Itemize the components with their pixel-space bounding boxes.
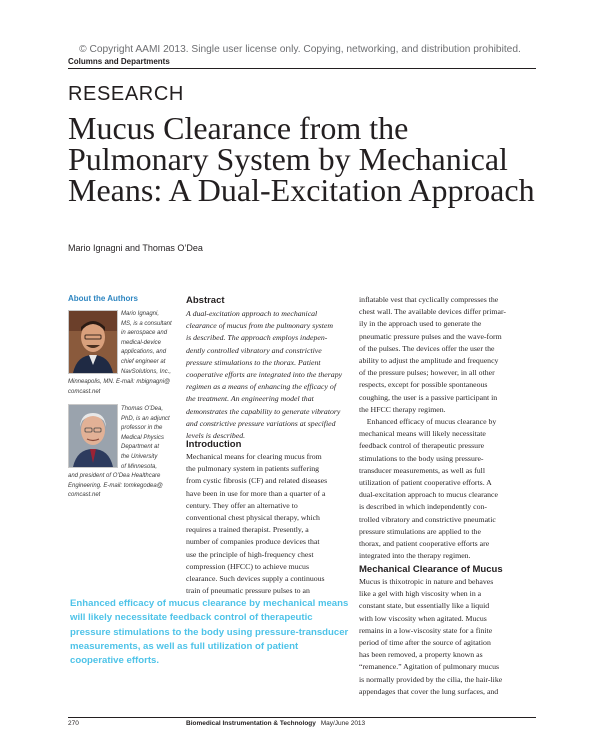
body-line: feedback control of therapeutic pressure: [359, 441, 485, 451]
body-line: utilization of patient cooperative efforts. A: [359, 478, 492, 488]
bio-line: in aerospace and: [121, 330, 168, 337]
title-line: Pulmonary System by Mechanical: [68, 141, 508, 177]
article-kicker: RESEARCH: [68, 83, 184, 105]
body-line: is normally provided by the cilia, the hair-like: [359, 674, 503, 684]
journal-footer: [186, 720, 365, 727]
abstract-line: pressure stimulations to the thorax. Patient: [186, 357, 321, 367]
bio-thomas-odea: [121, 405, 170, 472]
body-line: coughing, the user is a passive participant in: [359, 392, 498, 402]
body-line: inflatable vest that cyclically compresses the: [359, 295, 499, 304]
bio-line: the University: [121, 453, 158, 460]
body-line: remains in a low-viscosity state for a finite: [359, 625, 493, 635]
body-line: with low viscosity when agitated. Mucus: [359, 613, 487, 623]
abstract-line: levels is described.: [186, 431, 246, 441]
abstract-line: demonstrates the capability to generate vibratory: [186, 406, 341, 416]
bio-line: Medical Physics: [121, 434, 165, 441]
body-line: “remanence.” Agitation of pulmonary mucus: [359, 662, 500, 672]
body-line: dual-excitation approach to mucus clearance: [359, 490, 498, 500]
body-line: conventional chest physical therapy, which: [186, 513, 320, 523]
journal-issue: May/June 2013: [320, 720, 366, 727]
bio-line: Minneapolis, MN. E-mail: mbignagni@: [68, 379, 171, 385]
section-label: Columns and Departments: [68, 57, 170, 66]
body-line: ability to adjust the amplitude and frequency: [359, 356, 499, 366]
pull-quote-line: cooperative efforts.: [70, 655, 160, 667]
abstract-line: the treatment. An engineering model that: [186, 394, 314, 404]
body-line: train of pneumatic pressure pulses to an: [186, 586, 310, 596]
body-line: pressure stimulations are applied to the: [359, 526, 481, 536]
body-line: the pulmonary system in patients suffering: [186, 464, 320, 474]
body-line: stimulations to the body using pressure-: [359, 453, 484, 463]
abstract-line: is described. The approach employs indepen-: [186, 333, 328, 343]
body-line: thorax, and patient cooperative efforts are: [359, 539, 490, 549]
bio-line: PhD, is an adjunct: [121, 415, 170, 422]
body-line: appendages that cover the lung surfaces, and: [359, 686, 499, 696]
abstract-line: dently controlled vibratory and constrictive: [186, 345, 322, 355]
abstract-heading: Abstract: [186, 295, 225, 306]
body-line: compression (HFCC) to achieve mucus: [186, 561, 309, 571]
right-column-text: [359, 294, 506, 562]
title-line: Means: A Dual-Excitation Approach: [68, 172, 535, 208]
body-line: pneumatic pressure pulses and the wave-form: [359, 331, 502, 341]
body-line: ily in the approach used to generate the: [359, 319, 482, 329]
abstract-line: clearance of mucus from the pulmonary system: [186, 321, 333, 331]
header-rule: [68, 68, 536, 69]
body-line: period of time after the source of agitation: [359, 638, 491, 648]
bio-line: Mario Ignagni,: [121, 311, 160, 317]
pull-quote-line: pressure stimulations to the body using pressure-transducer: [70, 626, 349, 638]
body-line: like a gel with high viscosity when in a: [359, 589, 482, 599]
bio-line: Thomas O’Dea,: [121, 406, 164, 412]
bio-line: professor in the: [121, 425, 163, 432]
bio-line: comcast.net: [68, 492, 101, 499]
author-photo-mario-ignagni: [68, 310, 118, 374]
body-line: requires a trained therapist. Presently, a: [186, 525, 309, 535]
body-line: respects, except for possible spontaneous: [359, 380, 488, 390]
author-photo-thomas-odea: [68, 404, 118, 468]
bio-line: comcast.net: [68, 388, 101, 395]
abstract-line: A dual-excitation approach to mechanical: [186, 309, 318, 318]
journal-name: Biomedical Instrumentation & Technology: [186, 720, 316, 727]
body-line: of the pressure pulses; however, in all other: [359, 368, 495, 378]
bio-line: applications, and: [121, 349, 167, 356]
body-line: integrated into the therapy regimen.: [359, 551, 471, 561]
introduction-heading: Introduction: [186, 439, 242, 450]
author-line: Mario Ignagni and Thomas O’Dea: [68, 243, 203, 253]
pull-quote-line: Enhanced efficacy of mucus clearance by mechanical means: [70, 598, 349, 609]
page-number: 270: [68, 720, 79, 727]
body-line: Enhanced efficacy of mucus clearance by: [359, 417, 497, 427]
mechanical-clearance-heading: Mechanical Clearance of Mucus: [359, 564, 503, 575]
body-line: from cystic fibrosis (CF) and related diseases: [186, 476, 328, 486]
bio-line: and president of O’Dea Healthcare: [68, 473, 161, 479]
article-title: [68, 110, 538, 208]
title-line: Mucus Clearance from the: [68, 110, 409, 146]
bio-line: medical-device: [121, 339, 162, 346]
bio-line: Department at: [121, 444, 160, 451]
portrait-icon: [69, 405, 117, 467]
body-line: have been in use for more than a quarter of a: [186, 488, 326, 498]
abstract-line: cooperative efforts are integrated into the therapy: [186, 370, 343, 380]
body-line: mechanical means will likely necessitate: [359, 429, 486, 439]
bio-line: MS, is a consultant: [121, 320, 172, 327]
body-line: chest wall. The available devices differ primar-: [359, 307, 506, 317]
pull-quote: [70, 597, 360, 668]
body-line: has been removed, a property known as: [359, 650, 483, 660]
bio-line: NavSolutions, Inc.,: [121, 368, 172, 375]
bio-thomas-odea-cont: [68, 472, 163, 501]
body-line: of the pulses. The devices offer the user the: [359, 343, 495, 353]
body-line: the HFCC therapy regimen.: [359, 404, 446, 414]
body-line: Mucus is thixotropic in nature and behaves: [359, 577, 494, 586]
pull-quote-line: measurements, as well as full utilization of patient: [70, 640, 299, 652]
body-line: Mechanical means for clearing mucus from: [186, 452, 322, 461]
body-line: transducer measurements, as well as full: [359, 465, 486, 475]
copyright-notice: © Copyright AAMI 2013. Single user license only. Copying, networking, and distribution prohibited.: [79, 44, 521, 55]
body-line: constant state, but essentially like a liquid: [359, 601, 490, 611]
body-line: century. They offer an alternative to: [186, 500, 298, 510]
body-line: number of companies produce devices that: [186, 537, 320, 547]
abstract-line: and constrictive pressure variations at specified: [186, 418, 336, 428]
body-line: trolled vibratory and constrictive pneumatic: [359, 514, 496, 524]
about-authors-heading: About the Authors: [68, 294, 138, 303]
abstract-line: regimen as a means of enhancing the efficacy of: [186, 382, 336, 392]
mechanical-clearance-text: [359, 576, 502, 698]
body-line: use the principle of high-frequency chest: [186, 549, 314, 559]
body-line: clearance. Such devices supply a continuous: [186, 574, 325, 584]
bio-line: Engineering. E-mail: tomkegodea@: [68, 482, 163, 489]
body-line: is described in which independently con-: [359, 502, 487, 512]
pull-quote-line: will likely necessitate feedback control of therapeutic: [70, 612, 313, 624]
bio-line: of Minnesota,: [121, 463, 158, 470]
bio-mario-ignagni-cont: [68, 378, 170, 397]
portrait-icon: [69, 311, 117, 373]
abstract-text: [186, 308, 342, 442]
bio-mario-ignagni: [121, 310, 172, 377]
introduction-text: [186, 451, 327, 597]
footer-rule: [68, 717, 536, 718]
bio-line: chief engineer at: [121, 358, 166, 365]
